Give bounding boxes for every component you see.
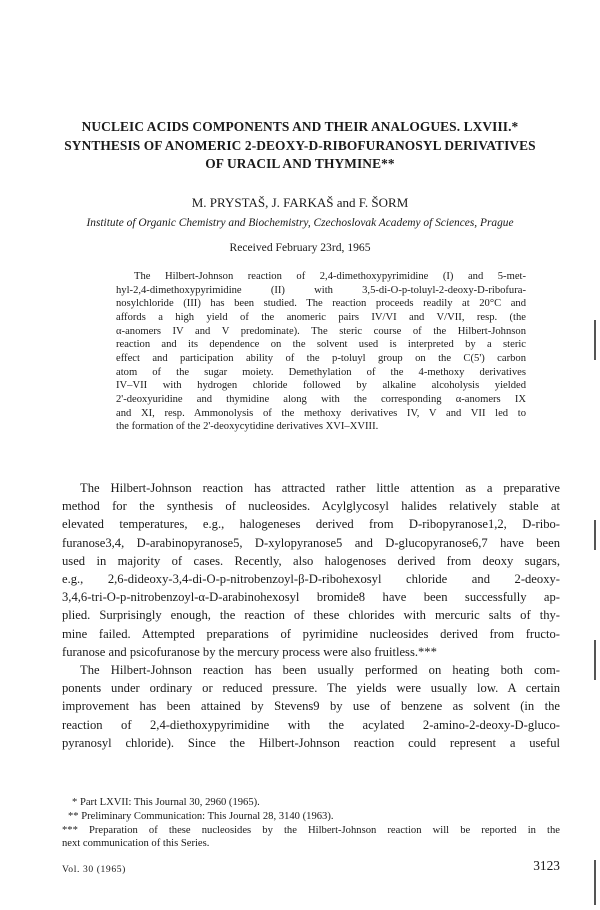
abstract-line: 2'-deoxyuridine and thymidine along with the corresponding α-anomers IX: [116, 393, 526, 405]
title-line: SYNTHESIS OF ANOMERIC 2-DEOXY-D-RIBOFURANOSYL DERIVATIVES: [64, 137, 536, 153]
abstract-line: The Hilbert-Johnson reaction of 2,4-dimethoxypyrimidine (I) and 5-met-: [134, 271, 526, 282]
body-line: furanose and psicofuranose by the mercury process were also fruitless.***: [62, 644, 437, 659]
body-line: The Hilbert-Johnson reaction has been usually performed on heating both com-: [80, 663, 560, 678]
institute: Institute of Organic Chemistry and Biochemistry, Czechoslovak Academy of Sciences, Prague: [86, 217, 514, 229]
body-line: 3,4,6-tri-O-p-nitrobenzoyl-α-D-arabinohexosyl bromide8 have been successfully ap-: [62, 590, 560, 605]
body-line: improvement has been attained by Stevens9 by use of benzene as solvent (in the: [62, 699, 560, 714]
body-line: ponents under ordinary or reduced pressure. The yields were usually low. A certain: [62, 681, 560, 696]
body-line: reaction of 2,4-diethoxypyrimidine with the acylated 2-amino-2-deoxy-D-gluco-: [62, 717, 560, 732]
abstract-line: the formation of the 2'-deoxycytidine derivatives XVI–XVIII.: [116, 421, 379, 433]
abstract-line: nosylchloride (III) has been studied. The reaction proceeds readily at 20°C and: [116, 298, 526, 310]
body-line: e.g., 2,6-dideoxy-3,4-di-O-p-nitrobenzoyl-β-D-ribohexosyl chloride and 2-deoxy-: [62, 572, 560, 587]
scan-edge-mark: [594, 640, 596, 680]
footnote: ** Preliminary Communication: This Journal 28, 3140 (1963).: [68, 810, 334, 822]
abstract-line: reaction and its dependence on the solvent used is interpreted by a steric: [116, 339, 526, 351]
body-line: elevated temperatures, e.g., halogeneses derived from D-ribopyranose1,2, D-ribo-: [62, 517, 560, 532]
page-number: 3123: [533, 858, 560, 873]
title-line: OF URACIL AND THYMINE**: [205, 156, 395, 171]
abstract-line: effect and participation ability of the p-toluyl group on the C(5') carbon: [116, 352, 526, 364]
body-line: method for the synthesis of nucleosides. Acylglycosyl halides relatively stable at: [62, 499, 560, 514]
abstract-line: and XI, resp. Ammonolysis of the methoxy derivatives IV, V and VII led to: [116, 407, 526, 419]
footnote: *** Preparation of these nucleosides by the Hilbert-Johnson reaction will be reported in the: [62, 824, 560, 836]
abstract-line: α-anomers IV and V predominate). The steric course of the Hilbert-Johnson: [116, 325, 526, 337]
footnote: next communication of this Series.: [62, 838, 210, 850]
abstract-line: atom of the sugar moiety. Demethylation of the 4-methoxy derivatives: [116, 366, 526, 378]
abstract-line: hyl-2,4-dimethoxypyrimidine (II) with 3,5-di-O-p-toluyl-2-deoxy-D-ribofura-: [116, 284, 526, 296]
body-line: The Hilbert-Johnson reaction has attracted rather little attention as a preparative: [80, 481, 560, 495]
abstract-line: IV–VII with hydrogen chloride followed by alkaline alcoholysis yielded: [116, 380, 526, 392]
title-line: NUCLEIC ACIDS COMPONENTS AND THEIR ANALOGUES. LXVIII.*: [81, 119, 519, 134]
scan-edge-mark: [594, 320, 596, 360]
received-date: Received February 23rd, 1965: [229, 241, 371, 254]
paper-title: [40, 118, 560, 174]
abstract: [116, 270, 526, 434]
scan-edge-mark: [594, 860, 596, 905]
body-line: pyranosyl chloride). Since the Hilbert-Johnson reaction could represent a useful: [62, 735, 560, 750]
body-line: used in majority of cases. Recently, also halogenoses derived from deoxy sugars,: [62, 553, 560, 568]
body-text: [62, 479, 560, 752]
authors: M. PRYSTAŠ, J. FARKAŠ and F. ŠORM: [191, 195, 409, 210]
scan-edge-mark: [594, 520, 596, 550]
journal-volume: Vol. 30 (1965): [62, 864, 126, 875]
footnotes: [62, 796, 560, 851]
body-line: plied. Surprisingly enough, the reaction of these chlorides with mercuric salts of thy-: [62, 608, 560, 623]
footnote: * Part LXVII: This Journal 30, 2960 (1965).: [72, 797, 260, 808]
abstract-line: affords a high yield of the anomeric pairs IV/VI and V/VII, resp. (the: [116, 311, 526, 323]
body-line: mine failed. Attempted preparations of pyrimidine nucleosides derived from fructo-: [62, 626, 560, 641]
body-line: furanose3,4, D-arabinopyranose5, D-xylopyranose5 and D-glucopyranose6,7 have been: [62, 535, 560, 550]
